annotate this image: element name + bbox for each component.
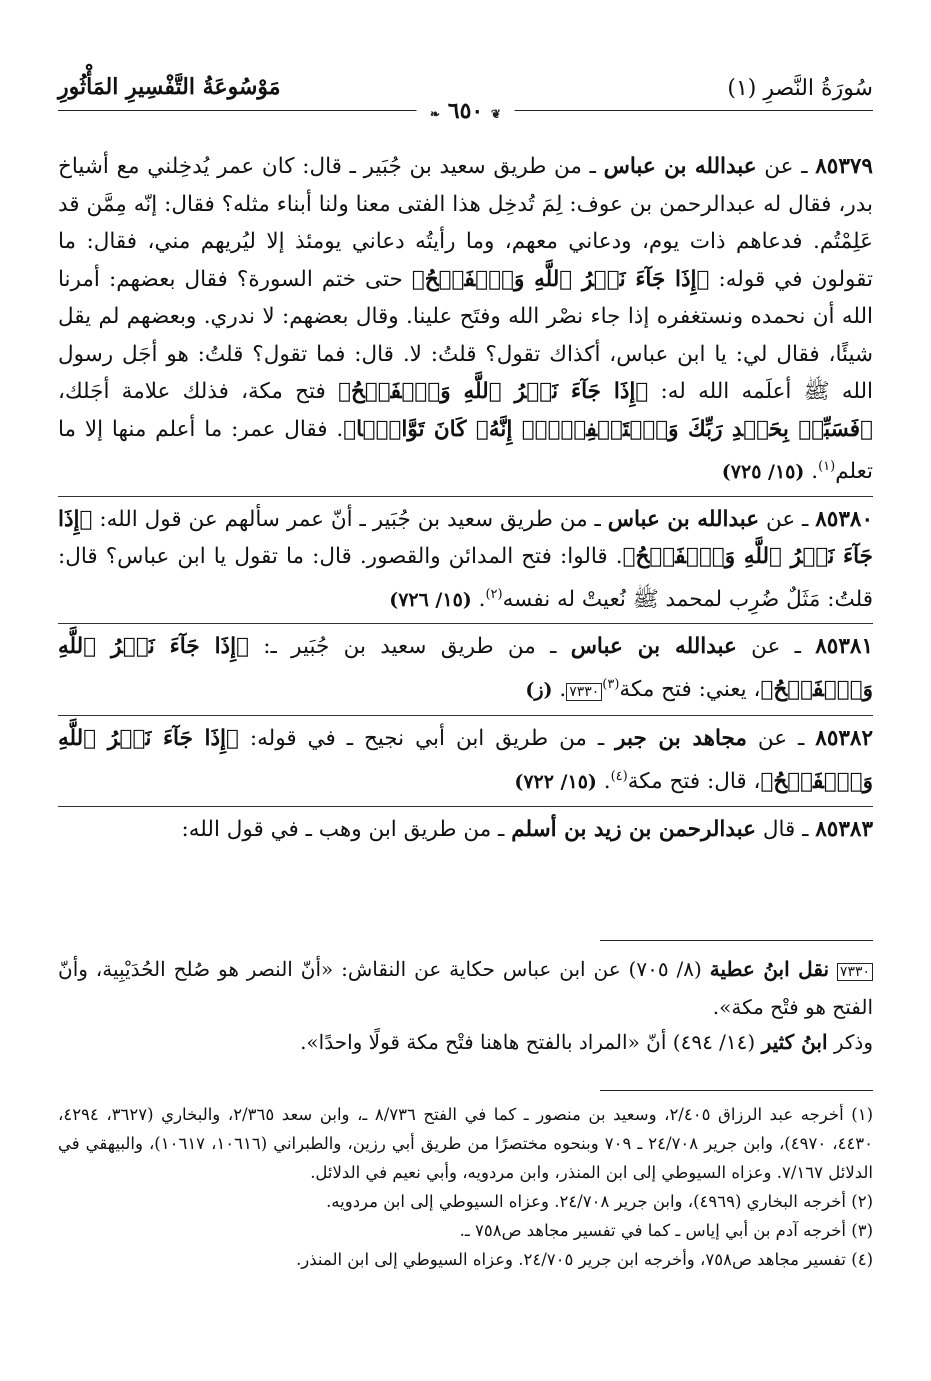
entry-text: ـ عن (736, 634, 816, 660)
commentary-rule (600, 940, 873, 941)
quran-verse: ﴿إِذَا جَآءَ نَصۡرُ ٱللَّهِ وَٱلۡفَتۡحُ﴾ (58, 634, 873, 702)
commentary-paragraph (58, 1025, 873, 1060)
entry-85380 (58, 501, 873, 620)
entry-divider (58, 715, 873, 716)
narrator-name: عبدالله بن عباس (603, 154, 757, 179)
entry-85379 (58, 148, 873, 492)
entry-text: ـ من طريق ابن وهب ـ في قول الله: (181, 816, 512, 842)
entry-text: ـ من طريق سعيد بن جُبَير ـ أنّ عمر سألهم عن قول الله: (92, 506, 608, 532)
footnote: (٣) أخرجه آدم بن أبي إياس ـ كما في تفسير مجاهد ص٧٥٨ ـ. (459, 1221, 873, 1240)
commentary-section (58, 952, 873, 1060)
entry-text: ـ من طريق سعيد بن جُبَير ـ قال: كان عمر يُدخِلني مع أشياخ بدر، فقال له عبدالرحمن بن عوف: لِمَ تُدخِل هذا الفتى معنا ولنا أبناء مثله؟ فقال: إنّه مِمَّن قد عَلِمْتُم. فدعاهم ذات يوم، ودعاني معهم، وما رأيتُه دعاني يومئذ إلا ليُريهم مني، فقال: ما تقولون في قوله: (58, 154, 873, 292)
entry-text: ـ من طريق سعيد بن جُبَير ـ: (249, 634, 571, 660)
entry-85383 (58, 811, 873, 849)
footnote: (٢) أخرجه البخاري (٤٩٦٩)، وابن جرير ٢٤/٧٠٨. وعزاه السيوطي إلى ابن مردويه. (326, 1192, 873, 1211)
commentary-text: (١٤/ ٤٩٤) أنّ «المراد بالفتح هاهنا فتْح مكة قولًا واحدًا». (300, 1030, 762, 1054)
entry-text: . قالوا: فتح المدائن والقصور. قال: ما تقول يا ابن عباس؟ قال: قلتُ: مَثَلٌ ضُرِب لمحمد ﷺ نُعيتْ له نفسه (58, 544, 873, 612)
quran-verse: ﴿فَسَبِّحۡ بِحَمۡدِ رَبِّكَ وَٱسۡتَغۡفِرۡهُۚ إِنَّهُۥ كَانَ تَوَّابَۢا﴾ (343, 416, 873, 442)
entry-text: ـ من طريق ابن أبي نجيح ـ في قوله: (238, 726, 616, 752)
volume-reference: (ز) (525, 678, 553, 701)
footnote-marker[interactable]: (١) (818, 459, 836, 474)
quran-verse: ﴿إِذَا جَآءَ نَصۡرُ ٱللَّهِ وَٱلۡفَتۡحُ﴾ (58, 506, 873, 570)
entry-text: ، يعني: فتح مكة (619, 676, 761, 702)
narrator-name: عبدالله بن عباس (570, 634, 737, 660)
volume-reference: (١٥/ ٧٢٢) (514, 771, 597, 794)
entry-text: . فقال عمر: ما أعلم منها إلا ما تعلم (58, 416, 873, 485)
entry-text: حتى ختم السورة؟ فقال بعضهم: أمرنا الله أن نحمده ونستغفره إذا جاء نصْر الله وفتَح علينا. وقال بعضهم: لا ندري. وبعضهم لم يقل شيئًا، فقال لي: يا ابن عباس، أكذاك تقول؟ قلتُ: لا. قال: فما تقول؟ قلتُ: هو أجَل رسول الله ﷺ أعلَمه الله له: (58, 266, 873, 404)
entry-text: . (596, 769, 611, 795)
entry-number: ٨٥٣٨١ (815, 634, 873, 660)
entry-divider (58, 496, 873, 497)
entry-text: . (804, 459, 819, 485)
entry-text: ـ عن (756, 154, 816, 179)
entry-number: ٨٥٣٧٩ (815, 154, 873, 179)
entry-text: ـ عن (746, 726, 816, 752)
narrator-name: مجاهد بن جبر (615, 726, 747, 752)
footnote: (٤) تفسير مجاهد ص٧٥٨، وأخرجه ابن جرير ٢٤/٧٠٥. وعزاه السيوطي إلى ابن المنذر. (296, 1250, 873, 1269)
commentator-name: نقل ابنُ عطية (709, 957, 830, 981)
footnote: (١) أخرجه عبد الرزاق ٢/٤٠٥، وسعيد بن منصور ـ كما في الفتح ٨/٧٣٦ ـ، وابن سعد ٢/٣٦٥، والبخاري (٣٦٢٧، ٤٢٩٤، ٤٤٣٠، ٤٩٧٠)، وابن جرير ٢٤/٧٠٨ ـ ٧٠٩ وبنحوه مختصرًا من طريق أبي رزين، والطبراني (١٠٦١٦، ١٠٦١٧)، والبيهقي في الدلائل ٧/١٦٧. وعزاه السيوطي إلى ابن المنذر، وابن مردويه، وأبي نعيم في الدلائل. (58, 1105, 874, 1182)
narrator-name: عبدالرحمن بن زيد بن أسلم (511, 816, 756, 842)
entry-divider (58, 806, 873, 807)
entries-section (58, 148, 873, 848)
footnote-marker[interactable]: (٢) (485, 586, 503, 602)
narrator-name: عبدالله بن عباس (607, 506, 760, 532)
commentator-name: ابنُ كثير (761, 1030, 828, 1054)
footnotes-rule (600, 1090, 873, 1091)
entry-number: ٨٥٣٨٢ (815, 726, 874, 752)
commentary-text: (٨/ ٧٠٥) عن ابن عباس حكاية عن النقاش: «أنّ النصر هو صُلح الحُدَيْبِية، وأنّ الفتح هو فتْح مكة». (58, 957, 873, 1019)
entry-85381 (58, 628, 873, 711)
entry-text: . (552, 676, 567, 702)
page-number: ٦٥٠ (447, 98, 484, 124)
page-header (58, 70, 873, 124)
commentary-number: ٧٣٣٠ (837, 963, 873, 981)
footnotes-section (58, 1100, 873, 1274)
entry-85382 (58, 720, 873, 801)
surah-heading: سُورَةُ النَّصرِ (١) (727, 76, 873, 101)
entry-text: . (471, 586, 486, 612)
volume-reference: (١٥/ ٧٢٥) (721, 461, 805, 484)
page-number-box (416, 98, 515, 124)
entry-text: ـ قال (755, 816, 816, 842)
entry-number: ٨٥٣٨٠ (815, 506, 873, 532)
entry-number: ٨٥٣٨٣ (815, 816, 873, 842)
entry-divider (58, 623, 873, 624)
entry-text: فتح مكة، فذلك علامة أجَلك، (58, 379, 339, 404)
commentary-marker[interactable]: ٧٣٣٠ (566, 683, 602, 701)
footnote-marker[interactable]: (٤) (610, 768, 628, 784)
entry-text: ، قال: فتح مكة (627, 769, 761, 795)
book-title: مَوْسُوعَةُ التَّفْسِيرِ المَأْثُورِ (58, 74, 281, 100)
quran-verse: ﴿إِذَا جَآءَ نَصۡرُ ٱللَّهِ وَٱلۡفَتۡحُ﴾ (338, 379, 649, 404)
quran-verse: ﴿إِذَا جَآءَ نَصۡرُ ٱللَّهِ وَٱلۡفَتۡحُ﴾ (58, 726, 873, 795)
ornament-icon: ❦ (490, 107, 501, 121)
footnote-marker[interactable]: (٣) (602, 676, 620, 692)
volume-reference: (١٥/ ٧٢٦) (389, 588, 472, 611)
entry-text: ـ عن (759, 506, 816, 532)
commentary-paragraph (58, 952, 873, 1025)
ornament-icon: ❧ (430, 107, 441, 121)
quran-verse: ﴿إِذَا جَآءَ نَصۡرُ ٱللَّهِ وَٱلۡفَتۡحُ﴾ (411, 266, 710, 292)
commentary-text: وذكر (827, 1030, 873, 1054)
